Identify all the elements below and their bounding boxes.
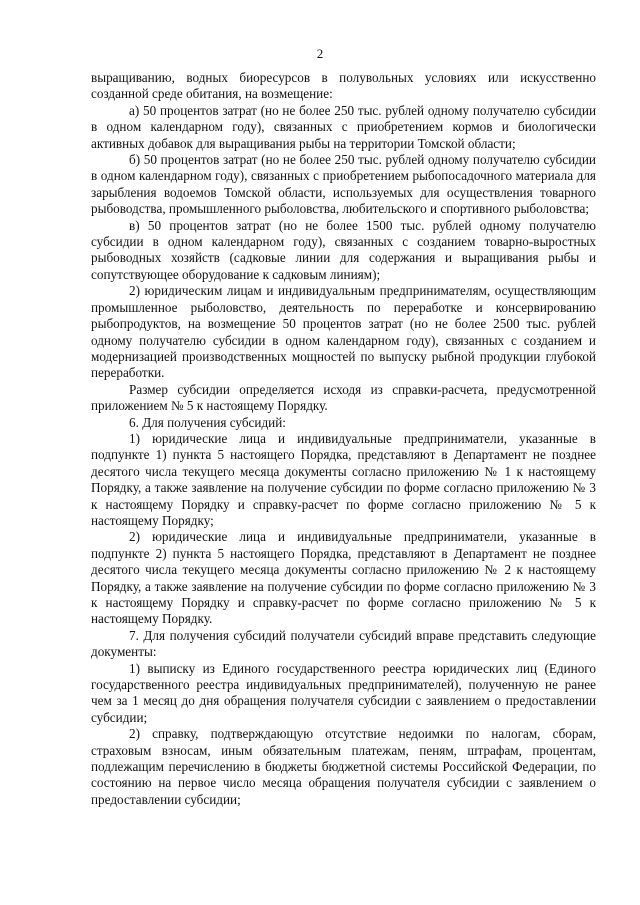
paragraph: 2) юридические лица и индивидуальные предприниматели, указанные в подпункте 2) пункта 5 настоящего Порядка, представляют в Департамент не позднее десятого числа текущего месяца документы согласно приложению № 2 к настоящему Порядку, а также заявление на получение субсидии по форме согласно приложению № 3 к настоящему Порядку и справку-расчет по форме согласно приложению № 5 к настоящему Порядку.: [91, 529, 596, 627]
document-body: [91, 70, 596, 808]
paragraph: 7. Для получения субсидий получатели субсидий вправе представить следующие документы:: [91, 627, 596, 660]
paragraph: 2) юридическим лицам и индивидуальным предпринимателям, осуществляющим промышленное рыболовство, деятельность по переработке и консервированию рыбопродуктов, на возмещение 50 процентов затрат (но не более 2500 тыс. рублей одному получателю субсидии в одном календарном году), связанных с созданием и модернизацией производственных мощностей по выпуску рыбной продукции глубокой переработки.: [91, 283, 596, 381]
paragraph: Размер субсидии определяется исходя из справки-расчета, предусмотренной приложением № 5 к настоящему Порядку.: [91, 381, 596, 414]
paragraph: а) 50 процентов затрат (но не более 250 тыс. рублей одному получателю субсидии в одном календарном году), связанных с приобретением кормов и биологически активных добавок для выращивания рыбы на территории Томской области;: [91, 102, 596, 151]
page-number: 2: [316, 46, 324, 61]
paragraph: в) 50 процентов затрат (но не более 1500 тыс. рублей одному получателю субсидии в одном календарном году), связанных с созданием товарно-выростных рыбоводных хозяйств (садковые линии для содержания и выращивания рыбы и сопутствующее оборудование к садковым линиям);: [91, 217, 596, 282]
paragraph: 1) юридические лица и индивидуальные предприниматели, указанные в подпункте 1) пункта 5 настоящего Порядка, представляют в Департамент не позднее десятого числа текущего месяца документы согласно приложению № 1 к настоящему Порядку, а также заявление на получение субсидии по форме согласно приложению № 3 к настоящему Порядку и справку-расчет по форме согласно приложению № 5 к настоящему Порядку;: [91, 430, 596, 528]
paragraph: выращиванию, водных биоресурсов в полувольных условиях или искусственно созданной среде обитания, на возмещение:: [91, 70, 596, 102]
paragraph: 1) выписку из Единого государственного реестра юридических лиц (Единого государственного реестра индивидуальных предпринимателей), полученную не ранее чем за 1 месяц до дня обращения получателя субсидии с заявлением о предоставлении субсидии;: [91, 660, 596, 725]
paragraph: 6. Для получения субсидий:: [129, 414, 286, 430]
paragraph: б) 50 процентов затрат (но не более 250 тыс. рублей одному получателю субсидии в одном календарном году), связанных с приобретением рыбопосадочного материала для зарыбления водоемов Томской области, используемых для осуществления товарного рыбоводства, промышленного рыболовства, любительского и спортивного рыболовства;: [91, 152, 596, 217]
paragraph: 2) справку, подтверждающую отсутствие недоимки по налогам, сборам, страховым взносам, иным обязательным платежам, пеням, штрафам, процентам, подлежащим перечислению в бюджеты бюджетной системы Российской Федерации, по состоянию на первое число месяца обращения получателя субсидии с заявлением о предоставлении субсидии;: [91, 726, 596, 807]
